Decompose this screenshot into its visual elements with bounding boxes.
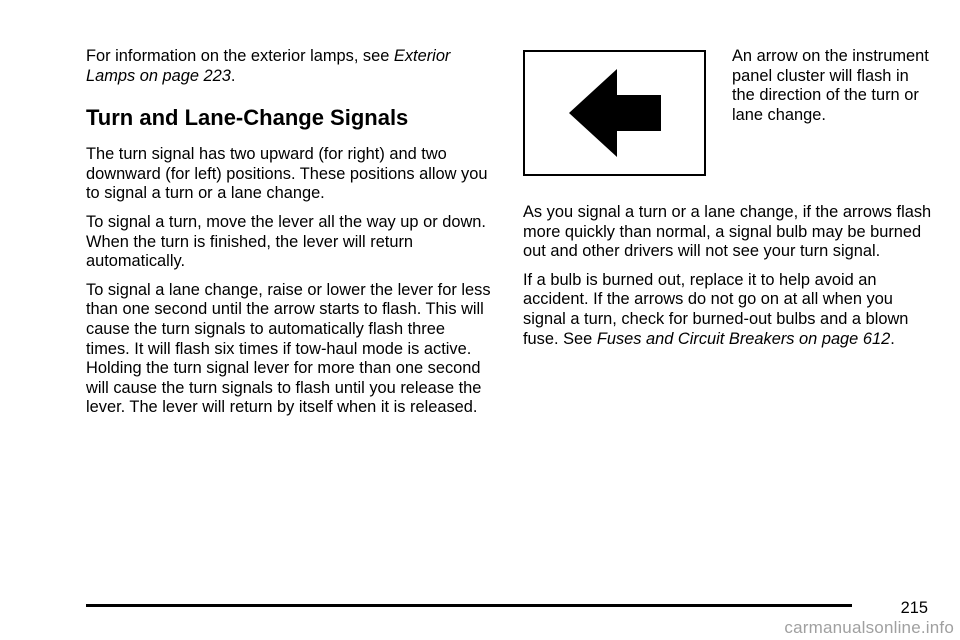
burned-out-bulb-text: If a bulb is burned out, replace it to help avoid an accident. If the arrows do not go on at all when you signal a turn, check for burned-out bulbs and a blown fuse. See <box>523 270 909 348</box>
burned-out-bulb-paragraph <box>523 271 933 349</box>
left-column <box>86 47 492 418</box>
watermark: carmanualsonline.info <box>784 618 954 637</box>
figure-caption: An arrow on the instrument panel cluster will flash in the direction of the turn or lane change. <box>732 47 929 124</box>
intro-suffix: . <box>230 66 236 85</box>
turn-signal-figure <box>523 50 706 176</box>
right-column <box>523 47 933 349</box>
left-arrow-icon <box>567 65 663 161</box>
burned-out-bulb-suffix: . <box>890 329 895 348</box>
intro-text: For information on the exterior lamps, see <box>86 47 394 65</box>
fuses-reference[interactable]: Fuses and Circuit Breakers on page 612 <box>596 329 891 348</box>
fast-flash-paragraph: As you signal a turn or a lane change, if the arrows flash more quickly than normal, a signal bulb may be burned out and other drivers will not see your turn signal. <box>523 203 932 261</box>
intro-paragraph <box>86 47 492 86</box>
signal-turn-paragraph: To signal a turn, move the lever all the way up or down. When the turn is finished, the lever will return automatically. <box>86 212 486 271</box>
figure-row <box>523 47 933 176</box>
turn-signal-positions-paragraph: The turn signal has two upward (for right) and two downward (for left) positions. These positions allow you to signal a turn or a lane change. <box>86 145 488 203</box>
exterior-lamps-reference[interactable]: Exterior Lamps on page 223 <box>86 47 451 85</box>
footer-rule <box>86 604 852 607</box>
section-heading: Turn and Lane-Change Signals <box>86 105 409 131</box>
lane-change-paragraph: To signal a lane change, raise or lower the lever for less than one second until the arrow starts to flash. This will cause the turn signals to automatically flash three times. It will flash six times if tow-haul mode is active. Holding the turn signal lever for more than one second will cause the turn signals to flash until you release the lever. The lever will return by itself when it is released. <box>86 280 491 417</box>
page-number: 215 <box>900 599 928 617</box>
